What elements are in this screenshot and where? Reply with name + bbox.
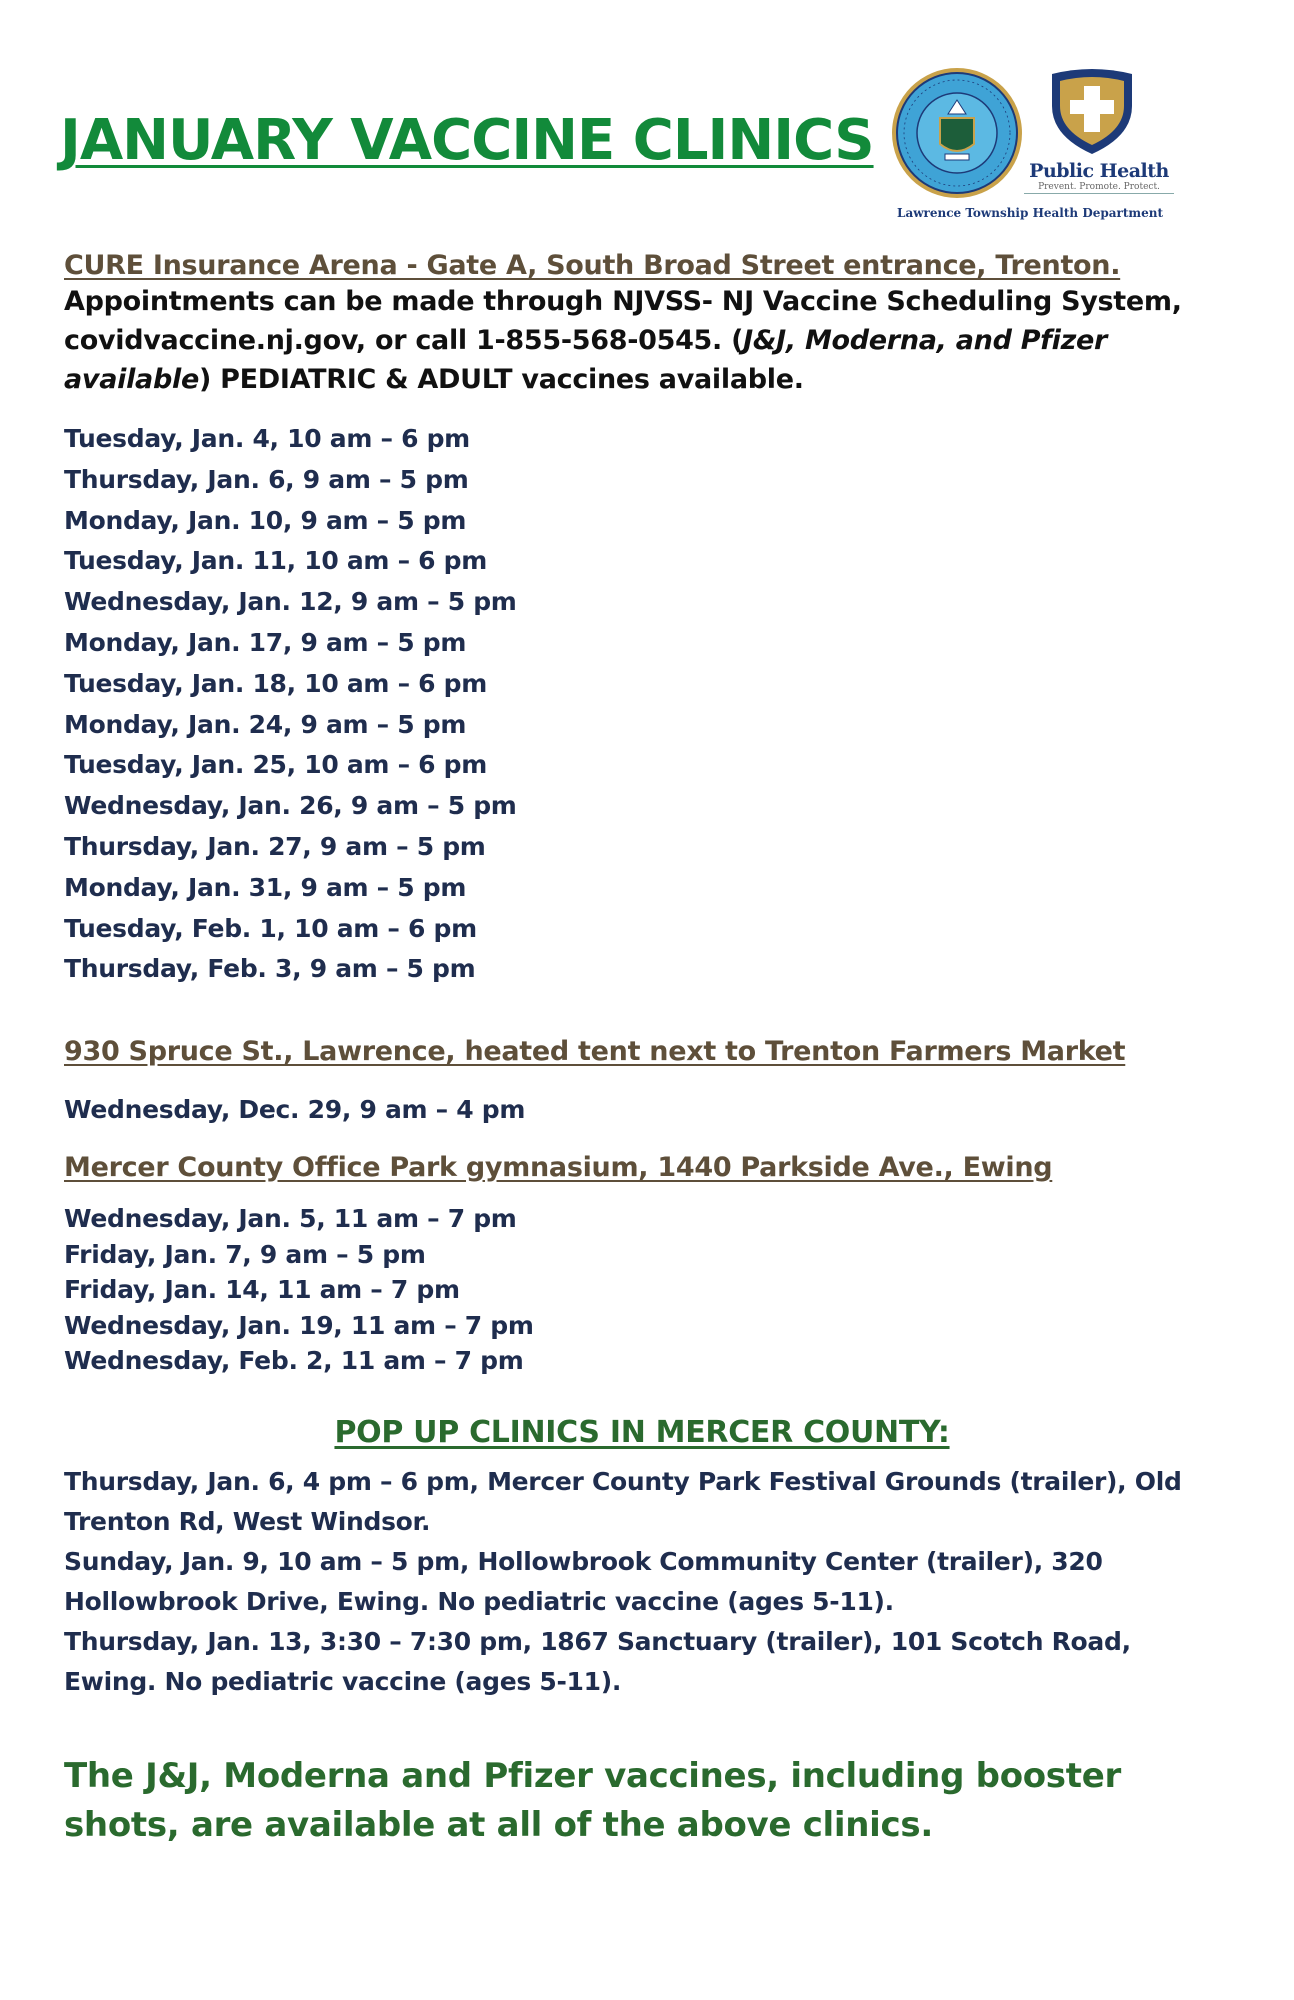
arena-date-item: Wednesday, Jan. 26, 9 am – 5 pm (64, 791, 517, 821)
page-title: JANUARY VACCINE CLINICS (60, 108, 874, 173)
mercer-location: Mercer County Office Park gymnasium, 1440 Parkside Ave., Ewing (64, 1152, 1053, 1184)
mercer-date-list (64, 1201, 1244, 1379)
mercer-date-item: Friday, Jan. 14, 11 am – 7 pm (64, 1275, 460, 1305)
mercer-date-item: Wednesday, Jan. 5, 11 am – 7 pm (64, 1204, 517, 1234)
arena-date-item: Tuesday, Jan. 4, 10 am – 6 pm (64, 424, 470, 453)
arena-date-item: Thursday, Feb. 3, 9 am – 5 pm (64, 954, 476, 984)
mercer-date-item: Friday, Jan. 7, 9 am – 5 pm (64, 1239, 426, 1269)
arena-date-item: Wednesday, Jan. 12, 9 am – 5 pm (64, 587, 517, 617)
arena-date-item: Monday, Jan. 31, 9 am – 5 pm (64, 872, 467, 902)
arena-location: CURE Insurance Arena - Gate A, South Broad Street entrance, Trenton. (64, 250, 1121, 281)
popup-clinic-item: Sunday, Jan. 9, 10 am – 5 pm, Hollowbrook Community Center (trailer), 320 Hollowbrook Drive, Ewing. No pediatric vaccine (ages 5-11). (64, 1546, 1103, 1616)
mercer-date-item: Wednesday, Feb. 2, 11 am – 7 pm (64, 1346, 524, 1376)
arena-date-item: Thursday, Jan. 27, 9 am – 5 pm (64, 831, 486, 861)
arena-date-item: Thursday, Jan. 6, 9 am – 5 pm (64, 464, 469, 494)
intro-text-1: Appointments can be made through NJVSS- NJ Vaccine Scheduling System, covidvaccine.nj.gov, or call 1-855-568-0545. ( (64, 286, 1182, 356)
spruce-location: 930 Spruce St., Lawrence, heated tent next to Trenton Farmers Market (64, 1036, 1126, 1068)
intro-vaccines-italic: J&J, Moderna, and Pfizer available (64, 325, 1108, 395)
arena-date-item: Tuesday, Jan. 11, 10 am – 6 pm (64, 546, 488, 576)
public-health-shield-logo (1044, 66, 1140, 158)
clinic-content (64, 250, 1244, 1850)
public-health-tagline: Prevent. Promote. Protect. (1024, 182, 1174, 194)
spruce-date-item: Wednesday, Dec. 29, 9 am – 4 pm (64, 1095, 526, 1125)
arena-date-item: Tuesday, Jan. 25, 10 am – 6 pm (64, 750, 488, 780)
arena-date-item: Tuesday, Feb. 1, 10 am – 6 pm (64, 913, 477, 943)
arena-date-item: Tuesday, Jan. 18, 10 am – 6 pm (64, 668, 488, 698)
header-logos (884, 66, 1176, 226)
mercer-date-item: Wednesday, Jan. 19, 11 am – 7 pm (64, 1310, 534, 1340)
arena-date-item: Monday, Jan. 17, 9 am – 5 pm (64, 627, 467, 657)
popup-section-title: POP UP CLINICS IN MERCER COUNTY: (334, 1414, 950, 1450)
arena-intro (64, 282, 1244, 399)
department-name: Lawrence Township Health Department (897, 206, 1163, 220)
arena-date-item: Monday, Jan. 10, 9 am – 5 pm (64, 505, 467, 535)
closing-note: The J&J, Moderna and Pfizer vaccines, including booster shots, are available at all of the above clinics. (64, 1755, 1121, 1845)
intro-text-2: ) PEDIATRIC & ADULT vaccines available. (198, 364, 804, 395)
arena-date-item: Monday, Jan. 24, 9 am – 5 pm (64, 709, 467, 739)
arena-date-list (64, 419, 1244, 990)
popup-clinic-item: Thursday, Jan. 6, 4 pm – 6 pm, Mercer County Park Festival Grounds (trailer), Old Trenton Rd, West Windsor. (64, 1466, 1182, 1536)
township-seal-logo (890, 66, 1024, 200)
popup-clinic-list (64, 1462, 1204, 1702)
popup-clinic-item: Thursday, Jan. 13, 3:30 – 7:30 pm, 1867 Sanctuary (trailer), 101 Scotch Road, Ewing. No pediatric vaccine (ages 5-11). (64, 1626, 1131, 1696)
public-health-title: Public Health (1029, 160, 1169, 182)
